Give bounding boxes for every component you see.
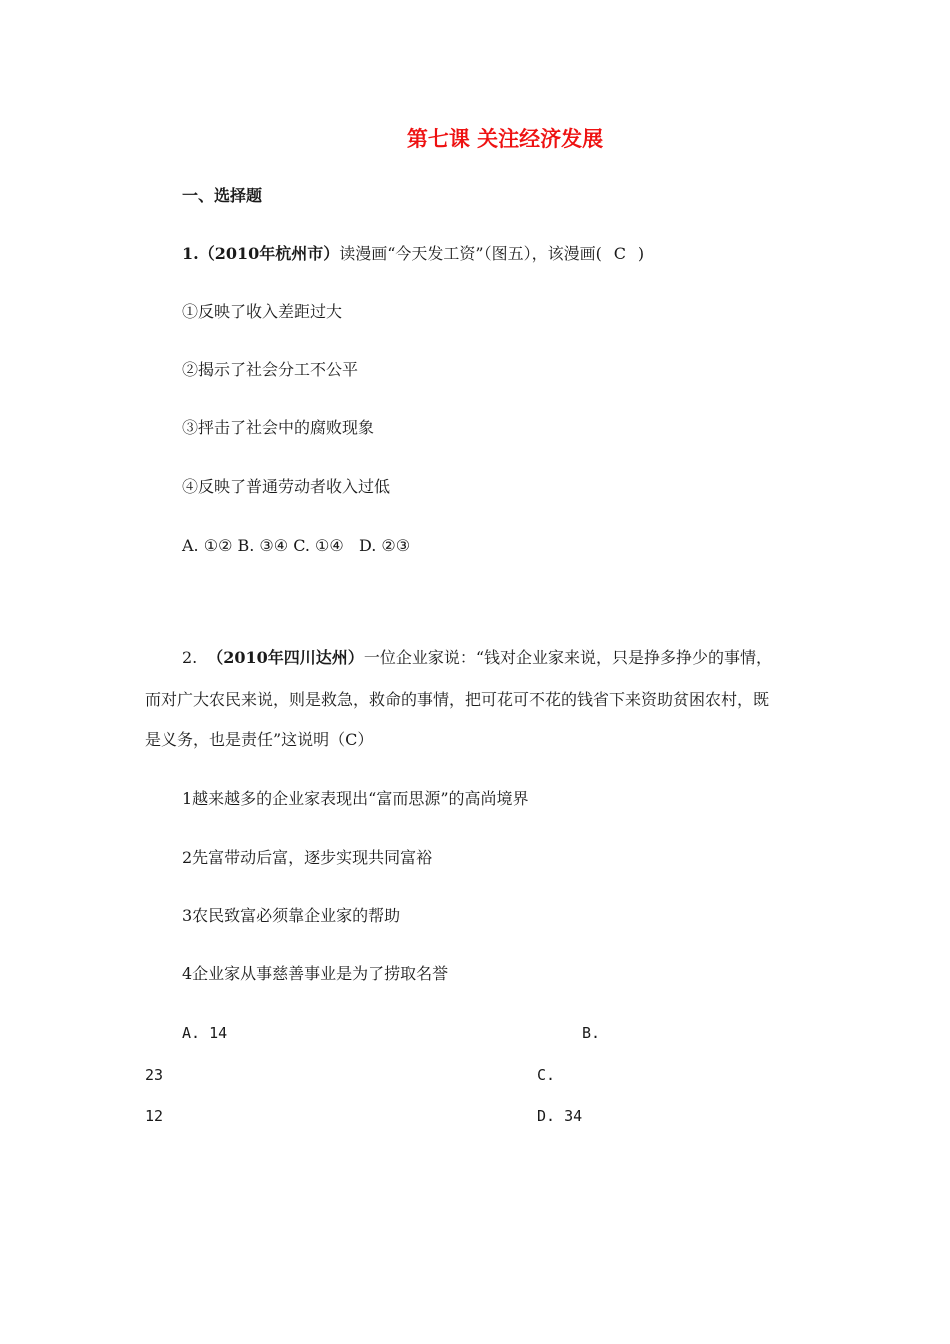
question-1-option-2: ②揭示了社会分工不公平 [182,360,359,379]
question-1-close: ) [637,244,645,263]
question-1-option-3: ③抨击了社会中的腐败现象 [182,418,375,437]
question-2-text-1: 一位企业家说：“钱对企业家来说，只是挣多挣少的事情， [363,648,772,667]
question-2-option-1: 1越来越多的企业家表现出“富而思源”的高尚境界 [182,789,529,808]
question-1-stem [182,244,644,264]
question-2-choice-c-value: 12 [145,1107,164,1125]
question-2-stem-line-1 [182,648,772,668]
question-2-option-4: 4企业家从事慈善事业是为了捞取名誉 [182,964,449,983]
question-2-choice-b-label: B. [582,1024,601,1042]
page-title: 第七课 关注经济发展 [406,126,604,151]
question-1-answer: C [613,244,626,263]
question-2-choice-d: D. 34 [537,1107,583,1125]
question-2-choice-a: A. 14 [182,1024,228,1042]
question-1-option-1: ①反映了收入差距过大 [182,302,343,321]
question-1-number: 1. [182,244,199,263]
question-2-option-3: 3农民致富必须靠企业家的帮助 [182,906,401,925]
question-2-choice-c-label: C. [537,1066,556,1084]
question-1-source: （2010年杭州市） [198,244,340,263]
question-2-stem-line-2: 而对广大农民来说，则是救急，救命的事情，把可花可不花的钱省下来资助贫困农村，既 [145,690,770,709]
question-2-number: 2. [182,648,198,667]
question-2-option-2: 2先富带动后富，逐步实现共同富裕 [182,848,433,867]
question-1-choices: A. ①② B. ③④ C. ①④ D. ②③ [182,536,411,555]
question-2-choice-b-value: 23 [145,1066,164,1084]
question-1-text: 读漫画“今天发工资”（图五），该漫画( [339,244,602,263]
section-heading: 一、选择题 [182,186,263,205]
question-2-source: （2010年四川达州） [207,648,364,667]
question-2-stem-line-3: 是义务，也是责任”这说明（C） [145,730,374,749]
question-1-option-4: ④反映了普通劳动者收入过低 [182,477,391,496]
